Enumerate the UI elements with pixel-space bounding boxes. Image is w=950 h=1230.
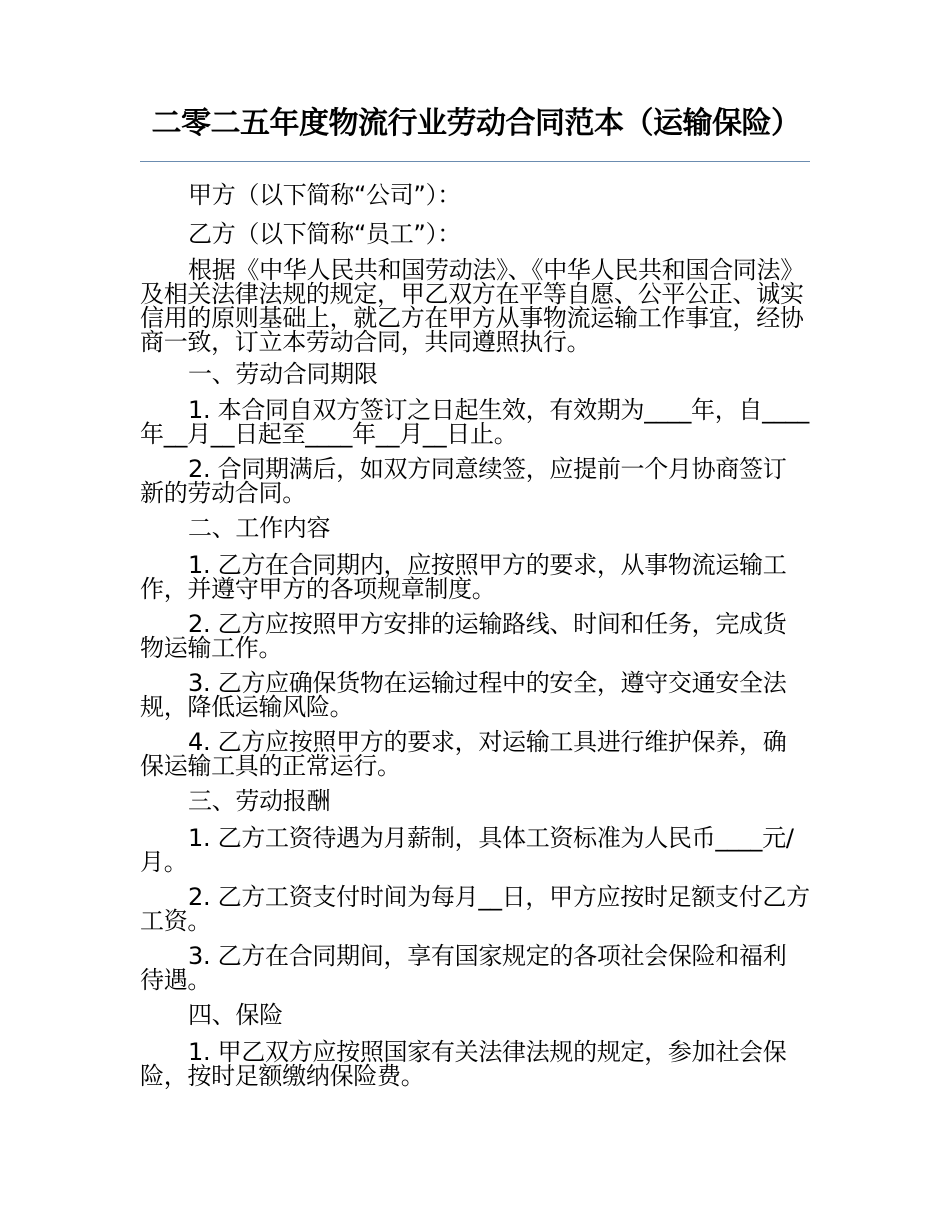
clause-insurance-1: 1. 甲乙双方应按照国家有关法律法规的规定，参加社会保险，按时足额缴纳保险费。 (140, 1038, 787, 1090)
section-heading-pay: 三、劳动报酬 (188, 787, 331, 815)
section-heading-work: 二、工作内容 (188, 514, 331, 542)
preamble-paragraph: 根据《中华人民共和国劳动法》、《中华人民共和国合同法》及相关法律法规的规定，甲乙双方在平等自愿、公平公正、诚实信用的原则基础上，就乙方在甲方从事物流运输工作事宜，经协商一致，订立本劳动合同，共同遵照执行。 (140, 256, 804, 356)
clause-work-1: 1. 乙方在合同期内，应按照甲方的要求，从事物流运输工作，并遵守甲方的各项规章制度。 (140, 551, 787, 603)
clause-work-3: 3. 乙方应确保货物在运输过程中的安全，遵守交通安全法规，降低运输风险。 (140, 669, 787, 721)
party-a-line: 甲方（以下简称“公司”）： (188, 181, 461, 209)
section-heading-term: 一、劳动合同期限 (188, 360, 378, 388)
clause-work-2: 2. 乙方应按照甲方安排的运输路线、时间和任务，完成货物运输工作。 (140, 610, 787, 662)
clause-term-1: 1. 本合同自双方签订之日起生效，有效期为____年，自____年__月__日起至____年__月__日止。 (140, 396, 809, 448)
title-underline (140, 161, 810, 162)
document-title: 二零二五年度物流行业劳动合同范本（运输保险） (151, 106, 801, 141)
clause-pay-3: 3. 乙方在合同期间，享有国家规定的各项社会保险和福利待遇。 (140, 942, 787, 994)
clause-pay-1: 1. 乙方工资待遇为月薪制，具体工资标准为人民币____元/月。 (140, 824, 794, 876)
clause-term-2: 2. 合同期满后，如双方同意续签，应提前一个月协商签订新的劳动合同。 (140, 455, 787, 507)
clause-work-4: 4. 乙方应按照甲方的要求，对运输工具进行维护保养，确保运输工具的正常运行。 (140, 728, 787, 780)
party-b-line: 乙方（以下简称“员工”）： (188, 220, 461, 248)
section-heading-insurance: 四、保险 (188, 1001, 283, 1029)
clause-pay-2: 2. 乙方工资支付时间为每月__日，甲方应按时足额支付乙方工资。 (140, 883, 810, 935)
